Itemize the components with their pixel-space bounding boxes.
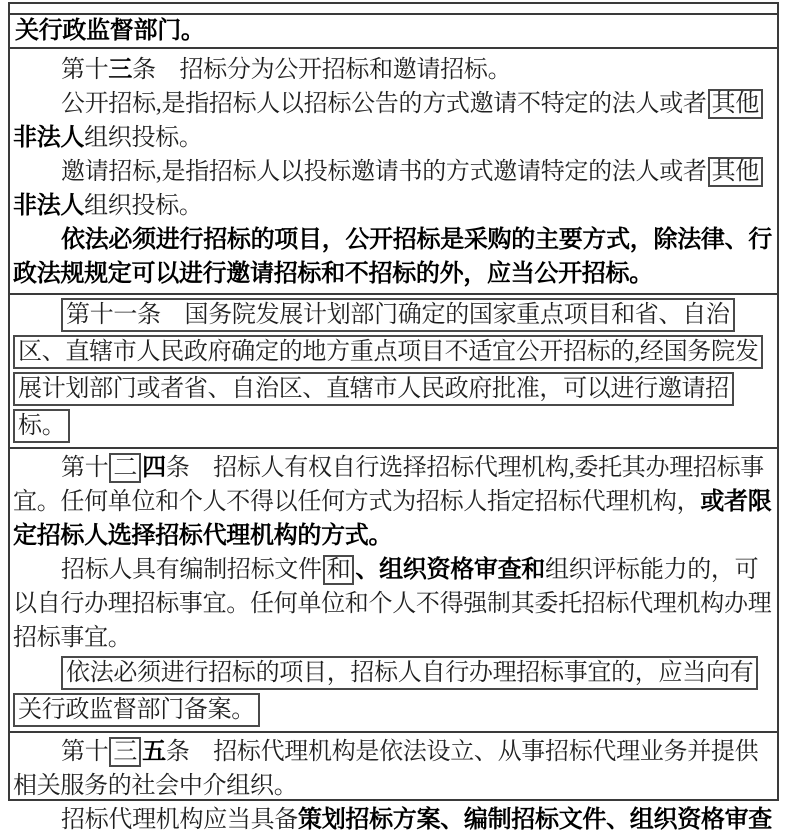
- paragraph: [13, 155, 775, 223]
- table-row-spacer: [10, 4, 777, 15]
- regular-text: 邀请招标,是指招标人以投标邀请书的方式邀请特定的法人或者: [61, 159, 707, 185]
- regular-text: 组织投标。: [84, 125, 203, 151]
- table-row: [10, 49, 777, 295]
- inserted-text: 策划招标方案、编制招标文件、组织资格审查: [298, 806, 772, 833]
- inserted-text: 五: [142, 738, 166, 765]
- regular-text: 第十: [61, 57, 109, 83]
- paragraph: [13, 297, 775, 445]
- inserted-text: 非法人: [13, 124, 85, 151]
- paragraph: [13, 451, 775, 553]
- regular-text: 条 招标代理机构是依法设立、从事招标代理业务并提供相关服务的社会中介组织。: [13, 739, 759, 799]
- inserted-text: 依法必须进行招标的项目，公开招标是采购的主要方式，除法律、行政法规规定可以进行邀请招标和不招标的外，应当公开招标。: [13, 226, 772, 287]
- inserted-text: 或者限定招标人选择招标代理机构的方式。: [13, 488, 772, 549]
- inserted-text: 三: [108, 56, 133, 83]
- regular-text: 第十: [61, 739, 109, 765]
- paragraph: [13, 735, 775, 803]
- revision-table: [8, 2, 779, 833]
- regular-text: 招标代理机构应当具备: [61, 807, 298, 833]
- regular-text: 第十: [61, 455, 109, 481]
- deleted-text-box: 和: [323, 555, 355, 585]
- deleted-text-block: [13, 656, 758, 727]
- table-row: [10, 15, 777, 49]
- table-row: [10, 295, 777, 449]
- paragraph: [13, 53, 775, 87]
- inserted-text: 、组织资格审查和: [355, 556, 546, 583]
- table-row: [10, 733, 777, 839]
- paragraph: [15, 16, 775, 46]
- paragraph: [13, 803, 775, 837]
- inserted-text: 非法人: [13, 192, 85, 219]
- regular-text: 条 招标分为公开招标和邀请招标。: [132, 57, 512, 83]
- regular-text: 组织评标能力的，可以自行办理招标事宜。任何单位和个人不得强制其委托招标代理机构办理招标事宜。: [13, 557, 772, 651]
- regular-text: 招标人具有编制招标文件: [61, 557, 322, 583]
- inserted-text: 四: [142, 454, 166, 481]
- regular-text: 依法必须进行招标的项目，招标人自行办理招标事宜的，应当向有关行政监督部门备案。: [18, 660, 754, 723]
- deleted-text-box: 其他: [708, 157, 763, 187]
- regular-text: 组织投标。: [84, 193, 203, 219]
- paragraph: [13, 553, 775, 655]
- regular-text: 条 招标人有权自行选择招标代理机构,委托其办理招标事宜。任何单位和个人不得以任何方式为招标人指定招标代理机构，: [13, 455, 765, 515]
- paragraph: [13, 223, 775, 291]
- deleted-text-box: 二: [109, 453, 141, 483]
- regular-text: 第十一条 国务院发展计划部门确定的国家重点项目和省、自治区、直辖市人民政府确定的地方重点项目不适宜公开招标的,经国务院发展计划部门或者省、自治区、直辖市人民政府批准，可以进行邀请招标。: [18, 302, 759, 439]
- paragraph: [13, 87, 775, 155]
- deleted-text-block: [13, 298, 763, 443]
- deleted-text-box: 三: [109, 737, 141, 767]
- paragraph: [13, 655, 775, 729]
- inserted-text: 关行政监督部门。: [15, 17, 205, 44]
- table-row: [10, 449, 777, 733]
- deleted-text-box: 其他: [708, 89, 763, 119]
- regular-text: 公开招标,是指招标人以招标公告的方式邀请不特定的法人或者: [61, 91, 707, 117]
